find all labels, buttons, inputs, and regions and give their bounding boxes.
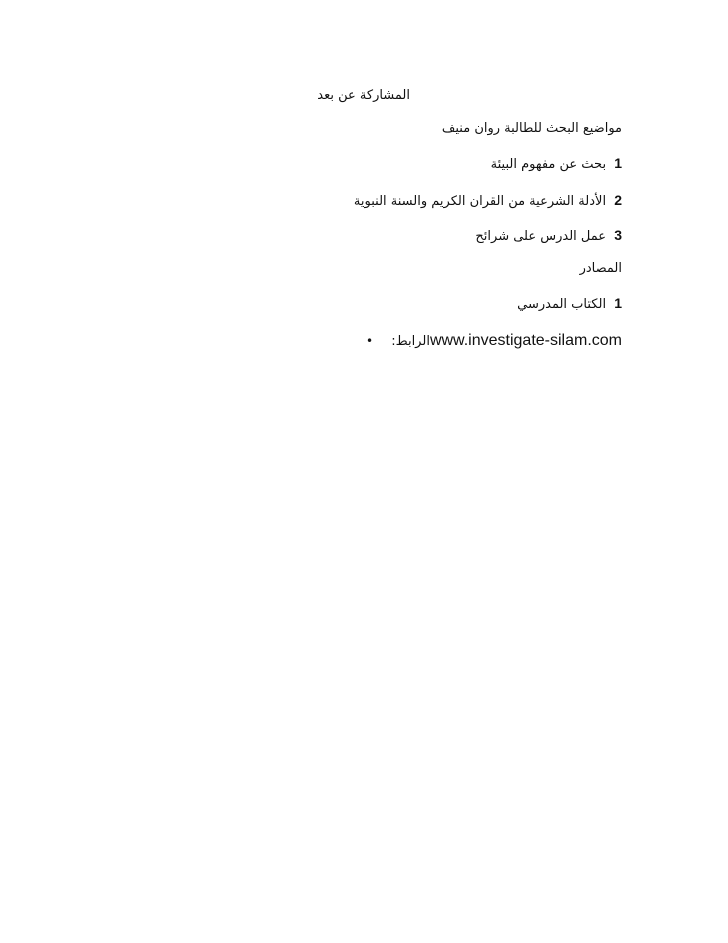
topic-item-2 (354, 190, 622, 212)
topic-item-3 (475, 225, 622, 247)
document-title (317, 86, 410, 106)
source-number-1: 1 (614, 295, 622, 311)
source-link-url[interactable]: www.investigate-silam.com (429, 332, 622, 349)
topic-number-1: 1 (614, 155, 622, 171)
topic-text-2: الأدلة الشرعية من القران الكريم والسنة النبوية (353, 194, 607, 209)
document-title-text: المشاركة عن بعد (317, 88, 410, 103)
sources-heading-text: المصادر (579, 261, 622, 276)
source-text-1: الكتاب المدرسي (517, 297, 607, 312)
topic-number-3: 3 (614, 227, 622, 243)
source-item-1 (517, 293, 622, 315)
topic-text-1: بحث عن مفهوم البيئة (490, 157, 607, 172)
topics-heading (442, 119, 622, 139)
topic-text-3: عمل الدرس على شرائح (475, 229, 607, 244)
topics-heading-text: مواضيع البحث للطالبة روان منيف (441, 121, 622, 136)
bullet-icon: • (366, 334, 374, 348)
link-line (366, 331, 622, 352)
topic-item-1 (491, 153, 622, 175)
topic-number-2: 2 (614, 192, 622, 208)
source-link-label: الرابط: (391, 334, 430, 349)
sources-heading (580, 259, 622, 279)
